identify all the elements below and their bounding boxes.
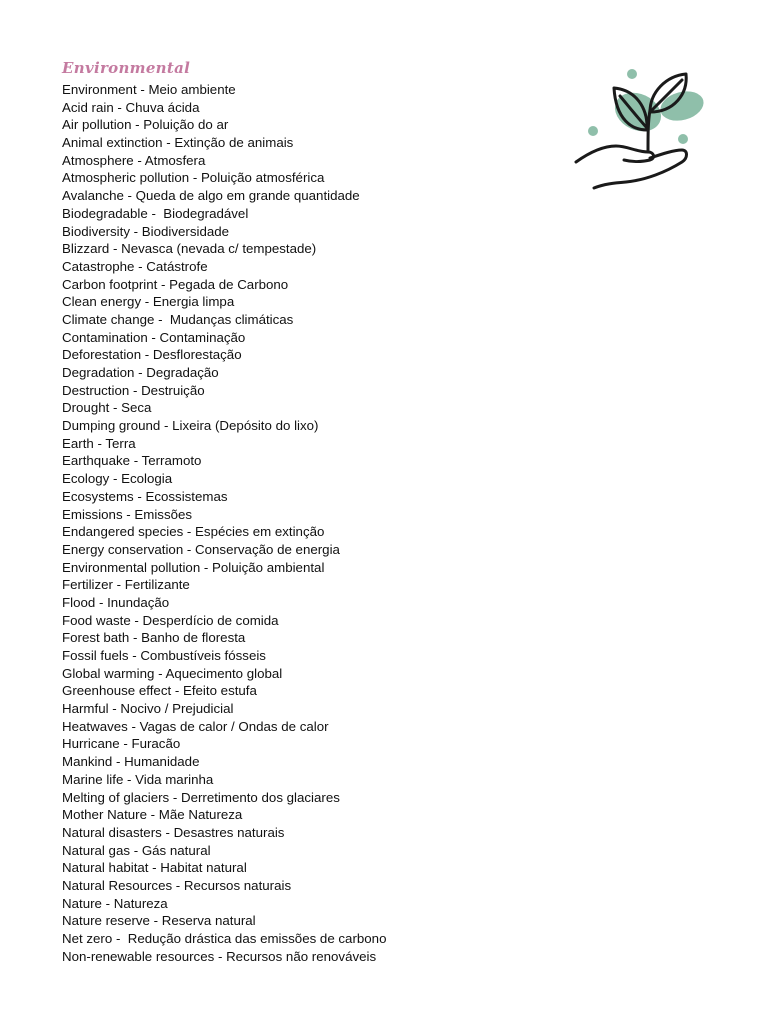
term-item: Ecology - Ecologia xyxy=(62,471,173,487)
page-title: Environmental xyxy=(62,59,191,77)
term-item: Nature reserve - Reserva natural xyxy=(62,913,256,929)
term-item: Blizzard - Nevasca (nevada c/ tempestade) xyxy=(62,241,317,257)
term-item: Environment - Meio ambiente xyxy=(62,82,236,97)
term-item: Natural Resources - Recursos naturais xyxy=(62,877,292,893)
term-item: Climate change - Mudanças climáticas xyxy=(62,311,294,327)
term-item: Nature - Natureza xyxy=(62,895,168,911)
term-item: Dumping ground - Lixeira (Depósito do lixo) xyxy=(62,418,319,434)
term-item: Clean energy - Energia limpa xyxy=(62,294,235,310)
term-item: Acid rain - Chuva ácida xyxy=(62,99,200,115)
term-item: Natural habitat - Habitat natural xyxy=(62,860,247,876)
term-item: Mankind - Humanidade xyxy=(62,754,200,770)
term-item: Avalanche - Queda de algo em grande quantidade xyxy=(62,188,360,204)
term-item: Endangered species - Espécies em extinção xyxy=(62,524,325,540)
term-item: Natural gas - Gás natural xyxy=(62,842,211,858)
term-item: Heatwaves - Vagas de calor / Ondas de calor xyxy=(62,718,329,734)
term-item: Earth - Terra xyxy=(62,435,136,451)
term-item: Mother Nature - Mãe Natureza xyxy=(62,807,243,823)
term-item: Emissions - Emissões xyxy=(62,506,193,522)
term-item: Destruction - Destruição xyxy=(62,382,205,398)
term-item: Biodiversity - Biodiversidade xyxy=(62,223,230,239)
term-item: Ecosystems - Ecossistemas xyxy=(62,488,228,504)
term-item: Global warming - Aquecimento global xyxy=(62,665,283,681)
term-item: Marine life - Vida marinha xyxy=(62,771,214,787)
term-item: Drought - Seca xyxy=(62,400,152,416)
term-item: Hurricane - Furacão xyxy=(62,736,181,752)
term-item: Melting of glaciers - Derretimento dos glaciares xyxy=(62,789,340,805)
term-item: Forest bath - Banho de floresta xyxy=(62,630,246,646)
term-item: Environmental pollution - Poluição ambiental xyxy=(62,559,325,575)
plant-in-hand-icon xyxy=(570,64,710,194)
term-item: Biodegradable - Biodegradável xyxy=(62,205,249,221)
term-item: Energy conservation - Conservação de energia xyxy=(62,541,340,557)
term-item: Carbon footprint - Pegada de Carbono xyxy=(62,276,289,292)
term-item: Food waste - Desperdício de comida xyxy=(62,612,279,628)
term-item: Non-renewable resources - Recursos não renováveis xyxy=(62,948,377,964)
term-item: Natural disasters - Desastres naturais xyxy=(62,824,285,840)
term-item: Atmosphere - Atmosfera xyxy=(62,152,206,168)
term-item: Degradation - Degradação xyxy=(62,365,219,380)
term-list xyxy=(62,81,386,965)
term-item: Atmospheric pollution - Poluição atmosférica xyxy=(62,170,325,186)
term-item: Net zero - Redução drástica das emissões de carbono xyxy=(62,931,387,946)
term-item: Flood - Inundação xyxy=(62,594,170,610)
term-item: Earthquake - Terramoto xyxy=(62,453,202,469)
term-item: Animal extinction - Extinção de animais xyxy=(62,135,294,151)
term-item: Catastrophe - Catástrofe xyxy=(62,258,208,274)
term-item: Air pollution - Poluição do ar xyxy=(62,117,229,133)
term-item: Deforestation - Desflorestação xyxy=(62,347,242,363)
term-item: Greenhouse effect - Efeito estufa xyxy=(62,683,257,699)
term-item: Fossil fuels - Combustíveis fósseis xyxy=(62,648,266,663)
term-item: Fertilizer - Fertilizante xyxy=(62,577,190,593)
term-item: Harmful - Nocivo / Prejudicial xyxy=(62,701,234,717)
term-item: Contamination - Contaminação xyxy=(62,329,246,345)
